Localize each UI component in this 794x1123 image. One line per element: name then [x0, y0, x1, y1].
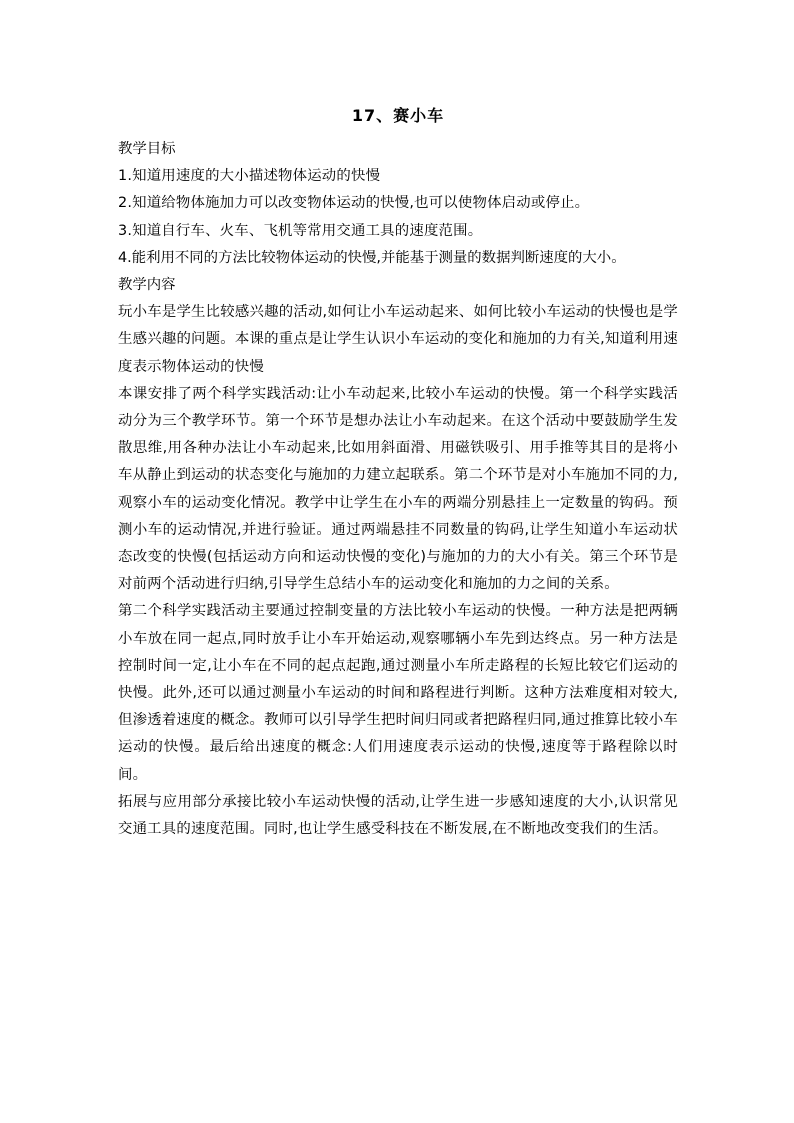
document-title: 17、赛小车: [351, 106, 445, 125]
goal-item: 3.知道自行车、火车、飞机等常用交通工具的速度范围。: [118, 222, 483, 239]
section-heading-content: 教学内容: [118, 277, 176, 294]
content-paragraph: 玩小车是学生比较感兴趣的活动,如何让小车运动起来、如何比较小车运动的快慢也是学生感兴趣的问题。本课的重点是让学生认识小车运动的变化和施加的力有关,知道利用速度表示物体运动的快慢: [118, 304, 678, 375]
section-heading-goals: 教学目标: [118, 141, 176, 157]
goal-item: 1.知道用速度的大小描述物体运动的快慢: [118, 168, 381, 185]
document-page: [118, 104, 678, 843]
content-paragraph: 本课安排了两个科学实践活动:让小车动起来,比较小车运动的快慢。第一个科学实践活动分为三个教学环节。第一个环节是想办法让小车动起来。在这个活动中要鼓励学生发散思维,用各种办法让小车动起来,比如用斜面滑、用磁铁吸引、用手推等其目的是将小车从静止到运动的状态变化与施加的力建立起联系。第二个环节是对小车施加不同的力,观察小车的运动变化情况。教学中让学生在小车的两端分别悬挂上一定数量的钩码。预测小车的运动情况,并进行验证。通过两端悬挂不同数量的钩码,让学生知道小车运动状态改变的快慢(包括运动方向和运动快慢的变化)与施加的力的大小有关。第三个环节是对前两个活动进行归纳,引导学生总结小车的运动变化和施加的力之间的关系。: [118, 385, 678, 593]
content-paragraph: 第二个科学实践活动主要通过控制变量的方法比较小车运动的快慢。一种方法是把两辆小车放在同一起点,同时放手让小车开始运动,观察哪辆小车先到达终点。另一种方法是控制时间一定,让小车在不同的起点起跑,通过测量小车所走路程的长短比较它们运动的快慢。此外,还可以通过测量小车运动的时间和路程进行判断。这种方法难度相对较大,但渗透着速度的概念。教师可以引导学生把时间归同或者把路程归同,通过推算比较小车运动的快慢。最后给出速度的概念:人们用速度表示运动的快慢,速度等于路程除以时间。: [118, 603, 678, 783]
goal-item: 2.知道给物体施加力可以改变物体运动的快慢,也可以使物体启动或停止。: [118, 195, 590, 212]
content-paragraph: 拓展与应用部分承接比较小车运动快慢的活动,让学生进一步感知速度的大小,认识常见交通工具的速度范围。同时,也让学生感受科技在不断发展,在不断地改变我们的生活。: [118, 793, 678, 838]
goal-item: 4.能利用不同的方法比较物体运动的快慢,并能基于测量的数据判断速度的大小。: [118, 249, 626, 266]
